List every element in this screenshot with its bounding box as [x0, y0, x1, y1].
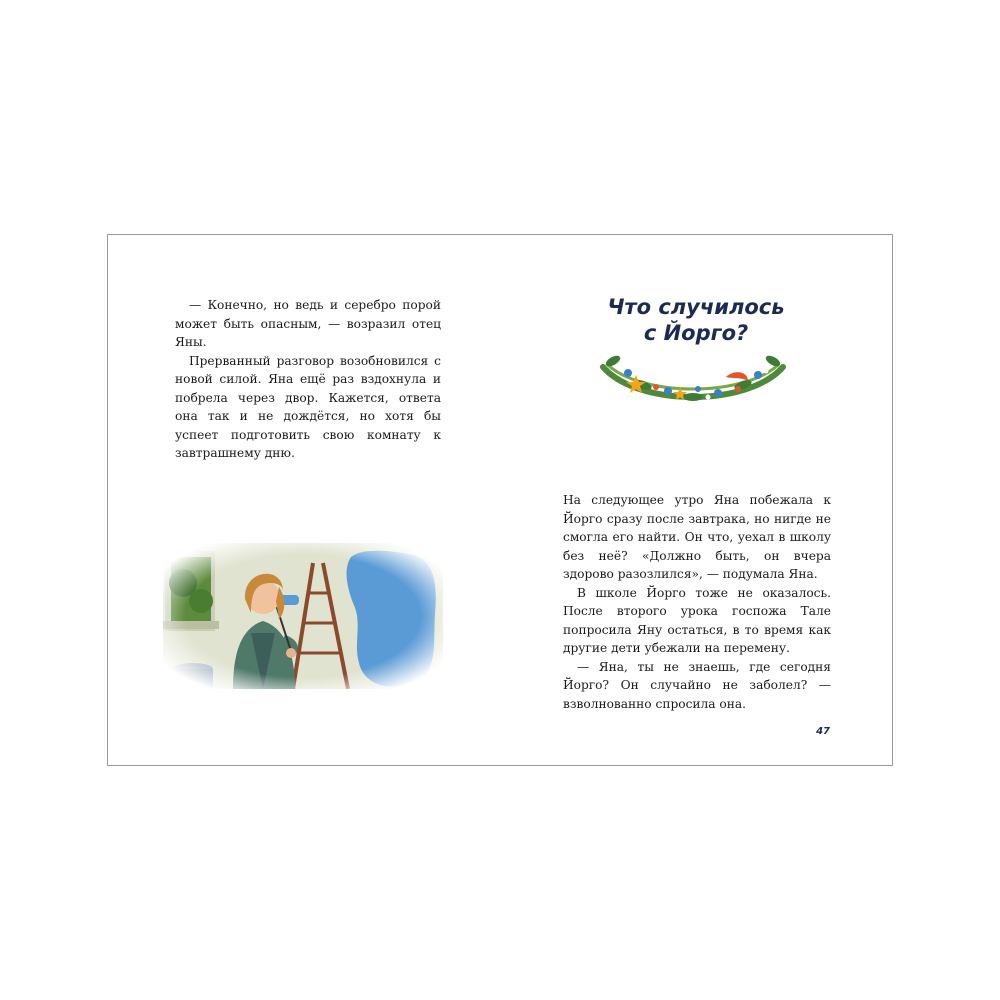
chapter-title-line-1: Что случилось	[607, 295, 785, 319]
right-page-text	[563, 491, 831, 713]
chapter-title	[586, 294, 806, 346]
girl-painting-illustration	[163, 543, 443, 689]
right-paragraph-2: В школе Йорго тоже не оказалось. После второго урока госпожа Тале попросила Яну остаться, в то время как другие дети убежали на перемену.	[563, 585, 831, 655]
left-page-text	[175, 296, 441, 463]
flower-wreath-ornament	[598, 347, 788, 411]
right-paragraph-1: На следующее утро Яна побежала к Йорго сразу после завтрака, но нигде не смогла его найти. Он что, уехал в школу без неё? «Должно быть, он вчера здорово разозлился», — подумала Яна.	[563, 493, 831, 581]
book-spread	[107, 234, 893, 766]
left-paragraph-1: — Конечно, но ведь и серебро порой может быть опасным, — возразил отец Яны.	[175, 298, 441, 349]
page-number: 47	[816, 726, 830, 737]
chapter-title-line-2: с Йорго?	[643, 321, 749, 345]
left-paragraph-2: Прерванный разговор возобновился с новой силой. Яна ещё раз вздохнула и побрела через двор. Кажется, ответа она так и не дождётся, но хотя бы успеет подготовить свою комнату к завтрашнему дню.	[175, 353, 441, 460]
right-paragraph-3: — Яна, ты не знаешь, где сегодня Йорго? Он случайно не заболел? — взволнованно спросила она.	[563, 659, 831, 711]
